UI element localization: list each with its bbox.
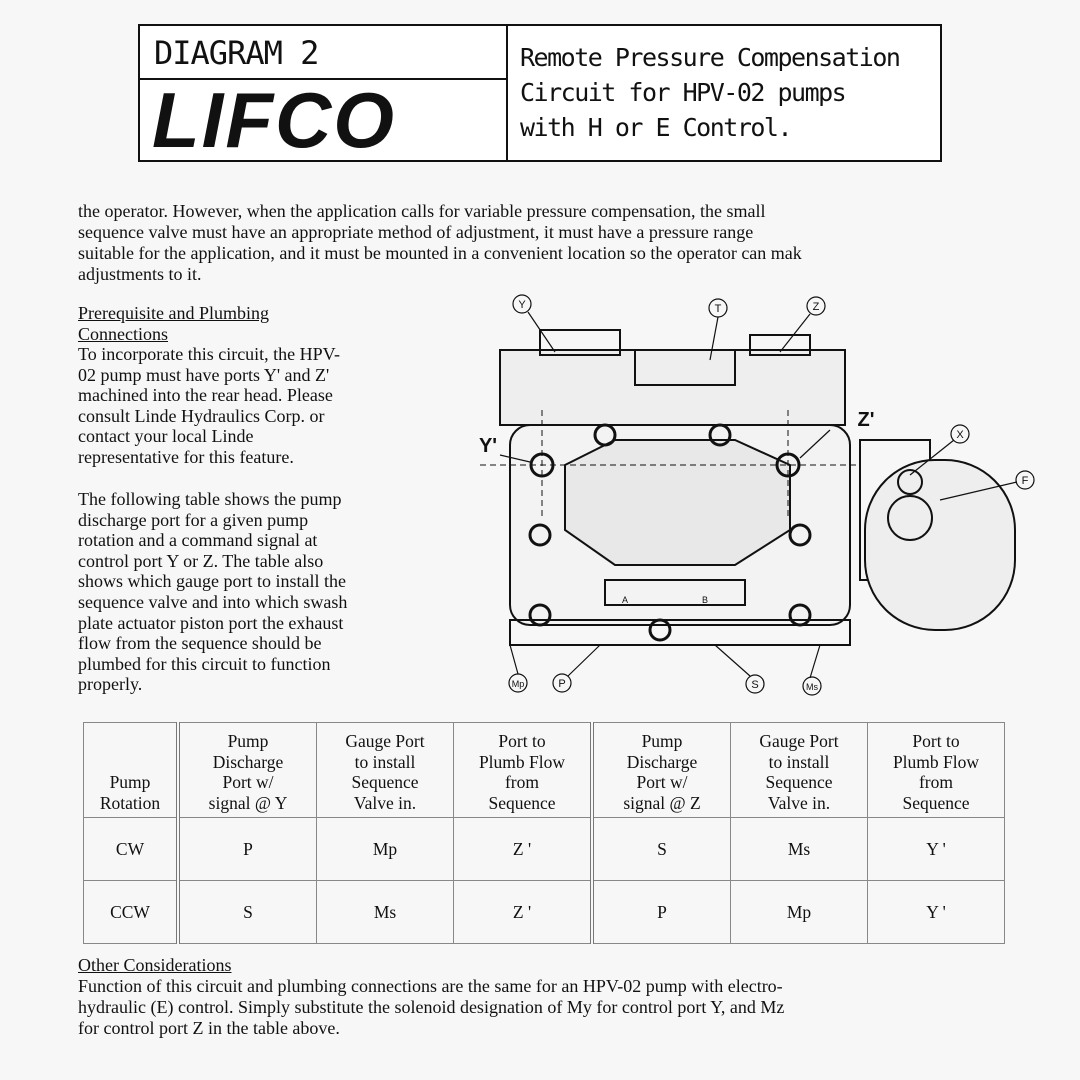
text-line: The following table shows the pump [78, 489, 342, 509]
column-header [317, 723, 454, 818]
text-line: for control port Z in the table above. [78, 1018, 340, 1038]
header-line: to install [768, 751, 830, 772]
column-header [868, 723, 1005, 818]
column-header [731, 723, 868, 818]
text-line: hydraulic (E) control. Simply substitute the solenoid designation of My for control port Y, and Mz [78, 997, 785, 1017]
label-z: Z [812, 301, 820, 313]
table-cell: CCW [84, 881, 179, 944]
text-line: shows which gauge port to install the [78, 571, 346, 592]
pump-diagram [470, 290, 1040, 700]
table-cell: P [178, 818, 317, 881]
label-p: P [558, 678, 566, 690]
column-header [84, 723, 179, 818]
text-line: flow from the sequence should be [78, 633, 322, 654]
table-row [84, 881, 1005, 944]
table-body [84, 818, 1005, 944]
text-line: control port Y or Z. The table also [78, 550, 324, 571]
header-line: Discharge [212, 751, 284, 772]
header-line: Gauge Port [759, 731, 839, 751]
label-z-prime: Z' [857, 409, 875, 431]
diagram-title [520, 40, 899, 145]
header-line: from [918, 772, 954, 792]
label-ms: Ms [806, 682, 818, 692]
text-line: sequence valve and into which swash [78, 592, 348, 612]
table-cell: Mp [731, 881, 868, 944]
table-cell: Y ' [868, 818, 1005, 881]
table-header-row [84, 723, 1005, 818]
text-line: discharge port for a given pump [78, 509, 309, 530]
label-s: S [751, 679, 759, 691]
text-line: 02 pump must have ports Y' and Z' [78, 364, 330, 385]
section-heading: Prerequisite and Plumbing [78, 303, 269, 323]
header-line: Valve in. [767, 792, 831, 813]
text-line: properly. [78, 674, 143, 695]
table-cell: CW [84, 818, 179, 881]
header-line: Port w/ [222, 772, 274, 792]
section-heading: Other Considerations [78, 955, 232, 975]
label-b: B [701, 595, 709, 605]
header-line: Pump [109, 772, 151, 792]
table-cell: Z ' [454, 818, 593, 881]
header-line: from [504, 772, 540, 792]
column-header [454, 723, 593, 818]
label-t: T [714, 303, 722, 315]
header-line: Pump [227, 731, 269, 751]
text-line: suitable for the application, and it must be mounted in a convenient location so the operator can mak [78, 243, 802, 263]
title-line: Circuit for HPV-02 pumps [520, 78, 846, 107]
table-cell: Ms [317, 881, 454, 944]
text-line: machined into the rear head. Please [78, 385, 333, 406]
label-a: A [621, 595, 629, 605]
text-line: sequence valve must have an appropriate method of adjustment, it must have a pressure range [78, 222, 754, 242]
header-line: Valve in. [353, 792, 417, 813]
header-line: Sequence [902, 792, 970, 813]
header-line: Sequence [765, 772, 833, 792]
header-line: signal @ Z [623, 792, 701, 813]
title-block-left [140, 26, 508, 164]
title-line: Remote Pressure Compensation [520, 43, 900, 72]
header-line: Port to [912, 731, 960, 751]
table-cell: S [592, 818, 731, 881]
title-block [138, 24, 942, 162]
header-line: Sequence [351, 772, 419, 792]
diagram-label: DIAGRAM 2 [154, 34, 319, 72]
title-line: with H or E Control. [520, 113, 792, 142]
table-cell: Y ' [868, 881, 1005, 944]
text-line: To incorporate this circuit, the HPV- [78, 344, 341, 364]
header-line: Pump [641, 731, 683, 751]
label-f: F [1021, 475, 1029, 487]
text-line: Function of this circuit and plumbing connections are the same for an HPV-02 pump with electro- [78, 976, 783, 996]
label-x: X [956, 429, 964, 441]
text-line: representative for this feature. [78, 447, 294, 467]
table-cell: Ms [731, 818, 868, 881]
header-line: Port w/ [636, 772, 688, 792]
header-line: Sequence [488, 792, 556, 813]
text-line: plate actuator piston port the exhaust [78, 612, 344, 633]
section-heading: Connections [78, 324, 168, 344]
text-line: the operator. However, when the application calls for variable pressure compensation, the small [78, 201, 766, 221]
text-line: rotation and a command signal at [78, 530, 318, 551]
label-mp: Mp [511, 679, 525, 689]
column-header [178, 723, 317, 818]
lifco-logo: LIFCO [152, 76, 396, 164]
text-line: consult Linde Hydraulics Corp. or [78, 405, 325, 426]
header-line: Plumb Flow [892, 751, 980, 772]
header-line: to install [354, 751, 416, 772]
table-cell: Z ' [454, 881, 593, 944]
column-header [592, 723, 731, 818]
label-y-prime: Y' [478, 435, 498, 457]
table-cell: S [178, 881, 317, 944]
header-line: Gauge Port [345, 731, 425, 751]
header-line: signal @ Y [208, 792, 288, 813]
header-line: Rotation [99, 792, 161, 813]
table-cell: Mp [317, 818, 454, 881]
text-line: plumbed for this circuit to function [78, 653, 331, 674]
table-row [84, 818, 1005, 881]
header-line: Plumb Flow [478, 751, 566, 772]
label-y: Y [518, 299, 526, 311]
text-line: adjustments to it. [78, 264, 202, 284]
port-table [83, 722, 1005, 944]
text-line: contact your local Linde [78, 426, 254, 447]
header-line: Discharge [626, 751, 698, 772]
header-line: Port to [498, 731, 546, 751]
table-cell: P [592, 881, 731, 944]
